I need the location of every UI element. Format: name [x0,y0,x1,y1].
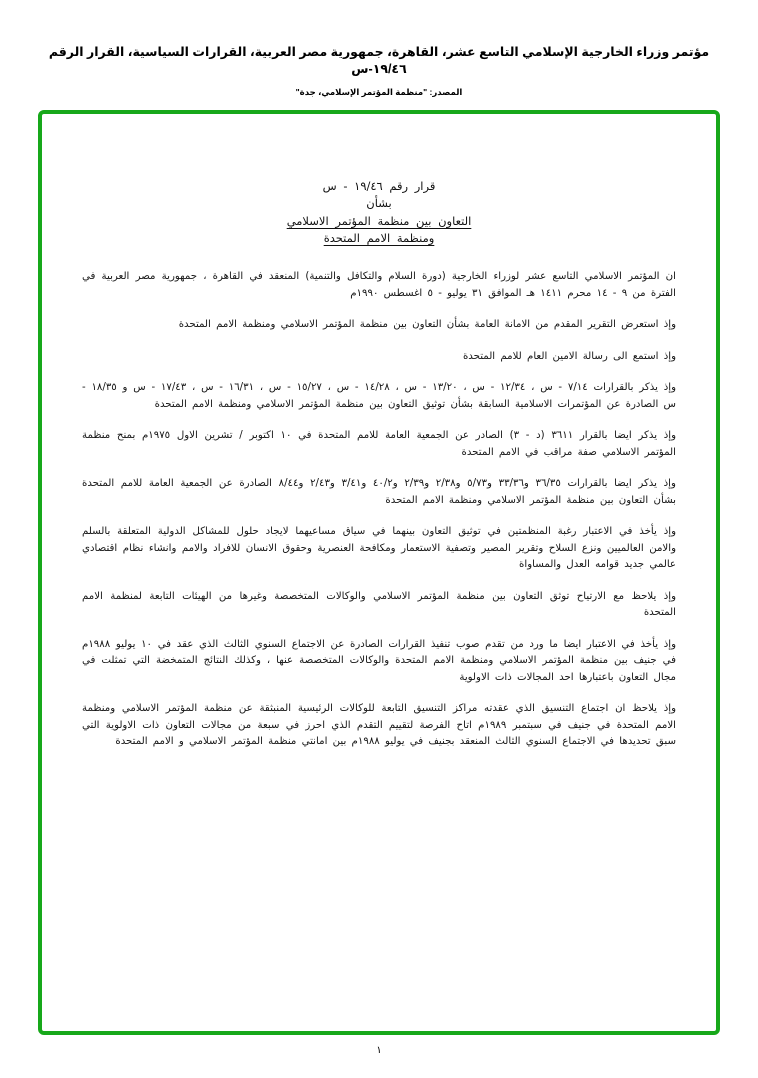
header-title: مؤتمر وزراء الخارجية الإسلامي التاسع عشر، القاهرة، جمهورية مصر العربية، القرارات السياسية، القرار الرقم ١٩/٤٦-س [48,45,710,76]
paragraph-report-review: وإذ استعرض التقرير المقدم من الامانة العامة بشأن التعاون بين منظمة المؤتمر الاسلامي ومنظمة الامم المتحدة [178,319,676,331]
paragraph-notes-coordination-meeting: وإذ يلاحظ ان اجتماع التنسيق الذي عقدته مراكز التنسيق التابعة للوكالات الرئيسية المنبثقة عن منظمة المؤتمر الاسلامي ومنظمة الامم المتحدة في جنيف في سبتمبر ١٩٨٩م اتاح الفرصة لتقييم التقدم الذي احرز في سبعة من مجالات التعاون ذات الاولوية التي سبق تحديدها في الاجتماع السنوي الثالث المنعقد بجنيف في يوليو ١٩٨٨م بين امانتي منظمة المؤتمر الاسلامي و الامم المتحدة [82,703,676,748]
decree-subject-line-2: ومنظمة الامم المتحدة [323,230,435,245]
header-source: المصدر: "منظمة المؤتمر الإسلامي، جدة" [295,86,463,97]
paragraph-recalls-ga-resolutions: وإذ يذكر ايضا بالقرارات ٣٦/٣٥ و٣٣/٣٦ و٥/٧٣ و٢/٣٨ و٢/٣٩ و٤٠/٢ و٣/٤١ و٢/٤٣ و٨/٤٤ الصادرة عن الجمعية العامة للامم المتحدة بشأن التعاون بين منظمة المؤتمر الاسلامي ومنظمة الامم المتحدة [82,478,676,506]
document-header [40,44,718,98]
document-body [82,269,676,751]
document-content [82,178,676,766]
decree-heading [82,178,676,247]
paragraph-considering-progress: وإذ يأخذ في الاعتبار ايضا ما ورد من تقدم صوب تنفيذ القرارات الصادرة عن الاجتماع السنوي الثالث الذي عقد في ١٠ يوليو ١٩٨٨م في جنيف بين منظمة المؤتمر الاسلامي ومنظمة الامم المتحدة والوكالات المتخصصة عنها ، وكذلك النتائج المتمخضة التي تمثلت في مجال التعاون باعتبارها احد المجالات ذات الاولوية [82,638,676,683]
paragraph-recalls-resolutions: وإذ يذكر بالقرارات ٧/١٤ - س ، ١٢/٣٤ - س ، ١٣/٢٠ - س ، ١٤/٢٨ - س ، ١٥/٢٧ - س ، ١٦/٣١ - س ، ١٧/٤٣ - س و ١٨/٣٥ - س الصادرة عن المؤتمرات الاسلامية السابقة بشأن توثيق التعاون بين منظمة المؤتمر الاسلامي ومنظمة الامم المتحدة [82,382,676,410]
paragraph-preamble: ان المؤتمر الاسلامي التاسع عشر لوزراء الخارجية (دورة السلام والتكافل والتنمية) المنعقد في القاهرة ، جمهورية مصر العربية في الفترة من ٩ - ١٤ محرم ١٤١١ هـ الموافق ٣١ يوليو - ٥ اغسطس ١٩٩٠م [82,271,676,299]
paragraph-considering-cooperation: وإذ يأخذ في الاعتبار رغبة المنظمتين في توثيق التعاون بينهما في سياق مساعيهما لايجاد حلول للمشاكل الدولية المتعلقة بالسلم والامن العالميين ونزع السلاح وتقرير المصير وتصفية الاستعمار ومكافحة العنصرية وحقوق الانسان للافراد والامم وانشاء نظام اقتصادي عالمي جديد قوامه العدل والمساواة [82,526,676,571]
decree-number: قرار رقم ١٩/٤٦ - س [322,179,436,193]
decree-about-label: بشأن [366,196,392,211]
paragraph-recalls-un-resolution: وإذ يذكر ايضا بالقرار ٣٦١١ (د - ٣) الصادر عن الجمعية العامة للامم المتحدة في ١٠ اكتوبر / تشرين الاول ١٩٧٥م بمنح منظمة المؤتمر الاسلامي صفة مراقب في الامم المتحدة [82,430,676,458]
page-number: ١ [376,1045,382,1056]
paragraph-sg-message: وإذ استمع الى رسالة الامين العام للامم المتحدة [462,350,676,362]
decree-subject-line-1: التعاون بين منظمة المؤتمر الاسلامي [286,213,472,228]
paragraph-notes-satisfaction: وإذ يلاحظ مع الارتياح توثق التعاون بين منظمة المؤتمر الاسلامي والوكالات المتخصصة وغيرها من الهيئات التابعة لمنظمة الامم المتحدة [82,590,676,619]
